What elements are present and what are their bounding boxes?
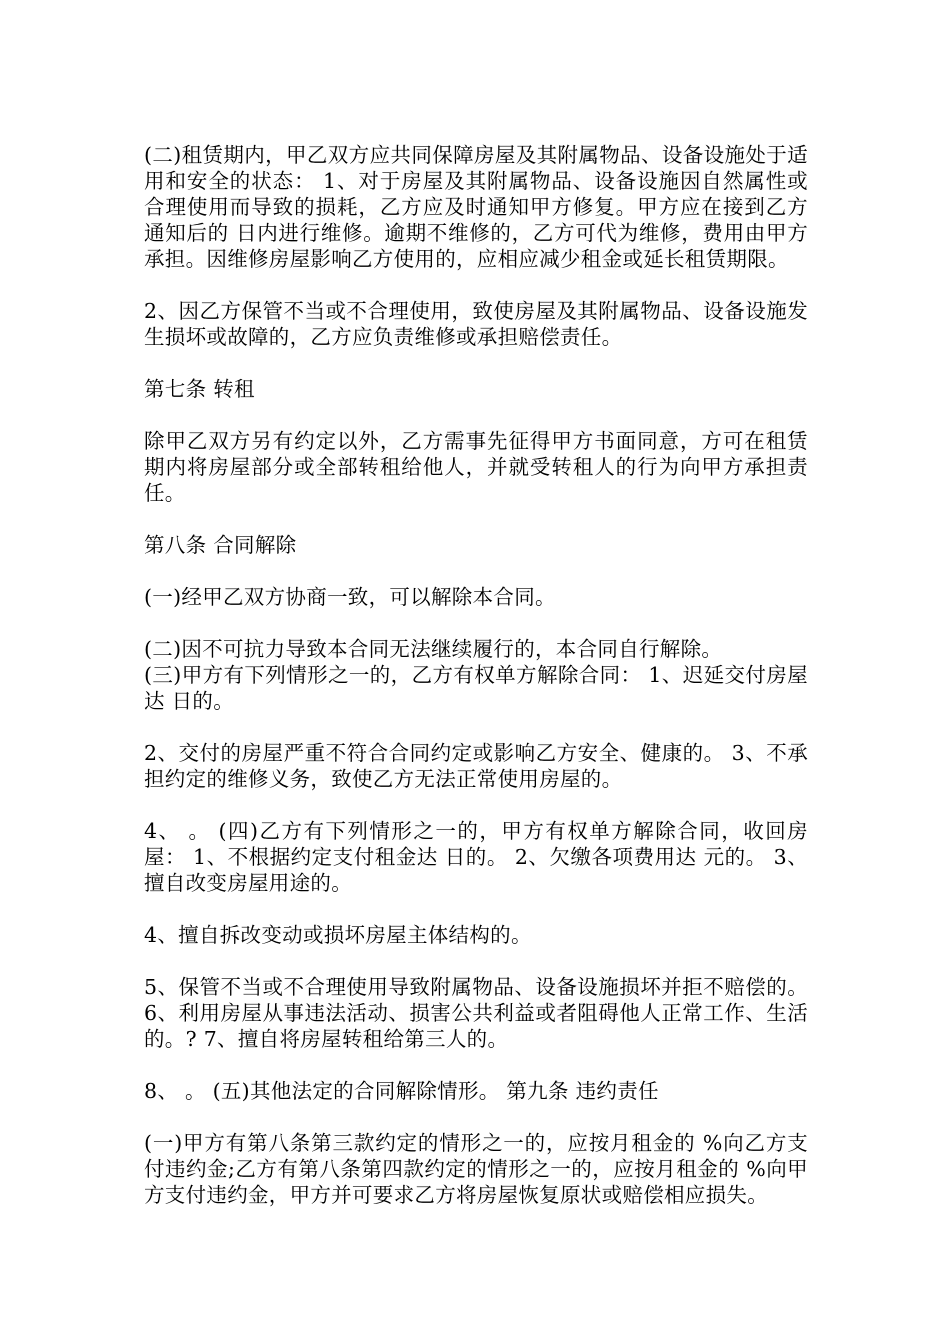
section-heading-sublease: 第七条 转租 [144, 377, 255, 401]
clause-mutual-termination: (一)经甲乙双方协商一致，可以解除本合同。 [144, 585, 556, 609]
clause-misuse: 5、保管不当或不合理使用导致附属物品、设备设施损坏并拒不赔偿的。 6、利用房屋从事违法活动、损害公共利益或者阻碍他人正常工作、生活的。? 7、擅自将房屋转租给第三人的。 [144, 975, 808, 1051]
section-heading-termination: 第八条 合同解除 [144, 533, 297, 557]
clause-other-termination: 8、 。 (五)其他法定的合同解除情形。 第九条 违约责任 [144, 1079, 659, 1103]
clause-force-majeure: (二)因不可抗力导致本合同无法继续履行的，本合同自行解除。 [144, 637, 723, 661]
clause-liquidated-damages: (一)甲方有第八条第三款约定的情形之一的，应按月租金的 %向乙方支付违约金;乙方有第八条第四款约定的情形之一的，应按月租金的 %向甲方支付违约金，甲方并可要求乙方将房屋恢复原状或赔偿相应损失。 [144, 1131, 808, 1207]
clause-sublease: 除甲乙双方另有约定以外，乙方需事先征得甲方书面同意，方可在租赁期内将房屋部分或全部转租给他人，并就受转租人的行为向甲方承担责任。 [144, 429, 808, 505]
clause-structural-damage: 4、擅自拆改变动或损坏房屋主体结构的。 [144, 923, 532, 947]
clause-landlord-breach: (三)甲方有下列情形之一的，乙方有权单方解除合同： 1、迟延交付房屋达 日的。 [144, 663, 808, 713]
clause-repair-obligation: (二)租赁期内，甲乙双方应共同保障房屋及其附属物品、设备设施处于适用和安全的状态： 1、对于房屋及其附属物品、设备设施因自然属性或合理使用而导致的损耗，乙方应及时通知甲方修复。甲方应在接到乙方通知后的 日内进行维修。逾期不维修的，乙方可代为维修，费用由甲方承担。因维修房屋影响乙方使用的，应相应减少租金或延长租赁期限。 [144, 143, 808, 271]
document-page [144, 142, 808, 1234]
clause-tenant-damage: 2、因乙方保管不当或不合理使用，致使房屋及其附属物品、设备设施发生损坏或故障的，乙方应负责维修或承担赔偿责任。 [144, 299, 808, 349]
clause-tenant-breach: 4、 。 (四)乙方有下列情形之一的，甲方有权单方解除合同，收回房屋： 1、不根据约定支付租金达 日的。 2、欠缴各项费用达 元的。 3、擅自改变房屋用途的。 [144, 819, 808, 895]
clause-landlord-breach-items: 2、交付的房屋严重不符合合同约定或影响乙方安全、健康的。 3、不承担约定的维修义务，致使乙方无法正常使用房屋的。 [144, 741, 808, 791]
